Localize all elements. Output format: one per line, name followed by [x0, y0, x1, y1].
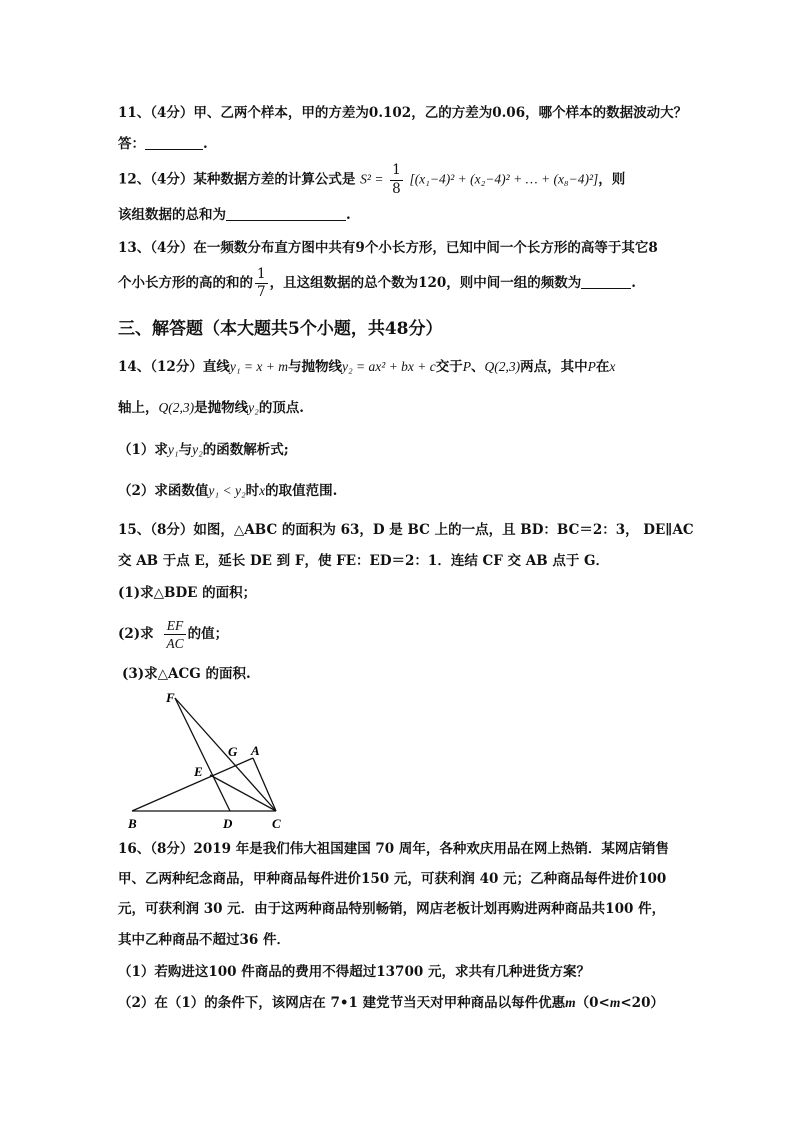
- q12-answer-blank: [226, 206, 346, 221]
- q12-frac-den: 8: [392, 180, 401, 197]
- q14-sub1-b: 与: [178, 442, 193, 458]
- label-e: E: [194, 764, 203, 779]
- q15-sub2-a: (2)求: [118, 626, 154, 642]
- label-g: G: [228, 744, 238, 759]
- q16-sub1: （1）若购进这100 件商品的费用不得超过13700 元，求共有几种进货方案？: [118, 964, 590, 980]
- q14-l2-y2: y₂: [248, 400, 259, 415]
- q14-line1: [118, 357, 615, 377]
- q12-formula-lhs: S² =: [360, 171, 384, 187]
- q11-answer-blank: [145, 135, 203, 150]
- q12-line2-text: 该组数据的总和为: [118, 207, 226, 223]
- q15-frac-num: EF: [164, 619, 185, 636]
- q16-sub2: [118, 993, 664, 1013]
- q14-l1-b: 与抛物线: [287, 359, 342, 375]
- q12-line2-end: .: [346, 207, 351, 223]
- q13-line2: [118, 266, 636, 300]
- q16-line3: 元，可获利润 30 元．由于这两种商品特别畅销，网店老板计划再购进两种商品共100 件，: [118, 901, 666, 917]
- q16-sub2-a: （2）在（1）的条件下，该网店在 7•1 建党节当天对甲种商品以每件优惠: [118, 995, 566, 1011]
- q14-sub2-a: （2）求函数值: [118, 483, 209, 499]
- q16-sub2-b: （0<: [575, 995, 610, 1011]
- q15-fraction: [164, 619, 185, 651]
- q13-line2-post: ，且这组数据的总个数为120，则中间一组的频数为: [269, 275, 582, 291]
- q15-frac-den: AC: [166, 636, 184, 651]
- label-b: B: [128, 816, 137, 831]
- q14-sub1-y1: y₁: [167, 442, 179, 457]
- q13-line2-end: .: [631, 275, 636, 291]
- q15-sub2: [118, 616, 228, 652]
- q16-line2: 甲、乙两种纪念商品，甲种商品每件进价150 元，可获利润 40 元；乙种商品每件进价100: [118, 871, 667, 887]
- q14-sub2-c: 的取值范围.: [265, 483, 338, 499]
- q11-answer-line: [118, 134, 208, 154]
- q16-sub2-c: <20）: [620, 995, 664, 1011]
- q14-sep: 、: [471, 359, 485, 375]
- q15-line2: 交 AB 于点 E，延长 DE 到 F，使 FE：ED＝2：1．连结 CF 交 AB 点于 G．: [118, 553, 610, 569]
- q14-pt-p: P: [462, 359, 472, 374]
- q14-sub2-ineq: y₁ < y₂: [208, 483, 246, 498]
- q13-answer-blank: [581, 274, 631, 289]
- q16-sub2-m: m: [565, 995, 576, 1010]
- line-fc: [175, 698, 276, 811]
- label-d: D: [223, 816, 233, 831]
- line-ac: [253, 758, 276, 811]
- line-fd: [175, 698, 230, 811]
- q16-sub2-m2: m: [609, 995, 621, 1010]
- q14-l1-c: 交于: [435, 359, 463, 375]
- q14-l1-d: 两点，其中: [520, 359, 588, 375]
- q14-sub1-c: 的函数解析式;: [202, 442, 289, 458]
- q14-sub1-y2: y₂: [192, 442, 203, 457]
- q16-line4: 其中乙种商品不超过36 件．: [118, 932, 290, 948]
- q14-sub2-x: x: [259, 483, 266, 498]
- q14-l1-g: x: [609, 359, 616, 374]
- q13-fraction: [255, 265, 268, 300]
- q15-sub1: (1)求△BDE 的面积；: [118, 585, 257, 601]
- q15-line1: 15、（8分）如图，△ABC 的面积为 63，D 是 BC 上的一点，且 BD：BC＝2：3， DE∥AC: [118, 522, 694, 538]
- q14-l2-a: 轴上，: [118, 400, 159, 416]
- q13-frac-num: 1: [255, 268, 268, 285]
- q14-line2: [118, 398, 304, 418]
- q15-sub2-b: 的值；: [187, 626, 229, 642]
- q14-l1-f: 在: [595, 359, 610, 375]
- q14-l1-e: P: [587, 359, 596, 374]
- q14-l1-a: 14、（12分）直线: [118, 359, 230, 375]
- q14-sub1: [118, 440, 289, 460]
- q14-l2-b: 是抛物线: [194, 400, 249, 416]
- q11-line1: 11、（4分）甲、乙两个样本，甲的方差为0.102，乙的方差为0.06，哪个样本的数据波动大？: [118, 105, 688, 121]
- q12-line2: [118, 205, 351, 225]
- line-ba: [132, 758, 253, 811]
- q15-sub3: (3)求△ACG 的面积.: [122, 666, 251, 682]
- line-ec: [210, 775, 276, 811]
- q12-prefix: 12、（4分）某种数据方差的计算公式是: [118, 171, 356, 188]
- q12-frac-num: 1: [390, 164, 403, 181]
- geometry-figure: [118, 688, 288, 838]
- q13-frac-den: 7: [257, 284, 266, 300]
- q13-line1: 13、（4分）在一频数分布直方图中共有9个小长方形，已知中间一个长方形的高等于其它8: [118, 240, 658, 256]
- q14-sub2-b: 时: [245, 483, 260, 499]
- q12-formula-body: [(x₁−4)² + (x₂−4)² + … + (x₈−4)²]: [409, 171, 599, 187]
- q13-line2-pre: 个小长方形的高的和的: [118, 275, 253, 291]
- section3-heading: 三、解答题（本大题共5个小题，共48分）: [118, 319, 443, 339]
- q12-line1: [118, 164, 625, 196]
- q14-pt-q: Q(2,3): [484, 359, 521, 374]
- label-c: C: [272, 816, 281, 831]
- q14-eq1: y₁ = x + m: [229, 359, 288, 374]
- q12-fraction: [390, 164, 403, 196]
- q14-l2-q: Q(2,3): [158, 400, 195, 415]
- q14-l2-c: 的顶点.: [258, 400, 305, 416]
- q16-line1: 16、（8分）2019 年是我们伟大祖国建国 70 周年，各种欢庆用品在网上热销．某网店销售: [118, 841, 669, 857]
- q14-sub1-a: （1）求: [118, 442, 168, 458]
- q14-eq2: y₂ = ax² + bx + c: [341, 359, 436, 374]
- q11-answer-prefix: 答：: [118, 136, 145, 152]
- q12-suffix: ，则: [598, 171, 626, 188]
- q11-answer-suffix: .: [203, 136, 208, 152]
- label-f: F: [166, 690, 175, 705]
- q14-sub2: [118, 481, 337, 501]
- label-a: A: [251, 743, 260, 758]
